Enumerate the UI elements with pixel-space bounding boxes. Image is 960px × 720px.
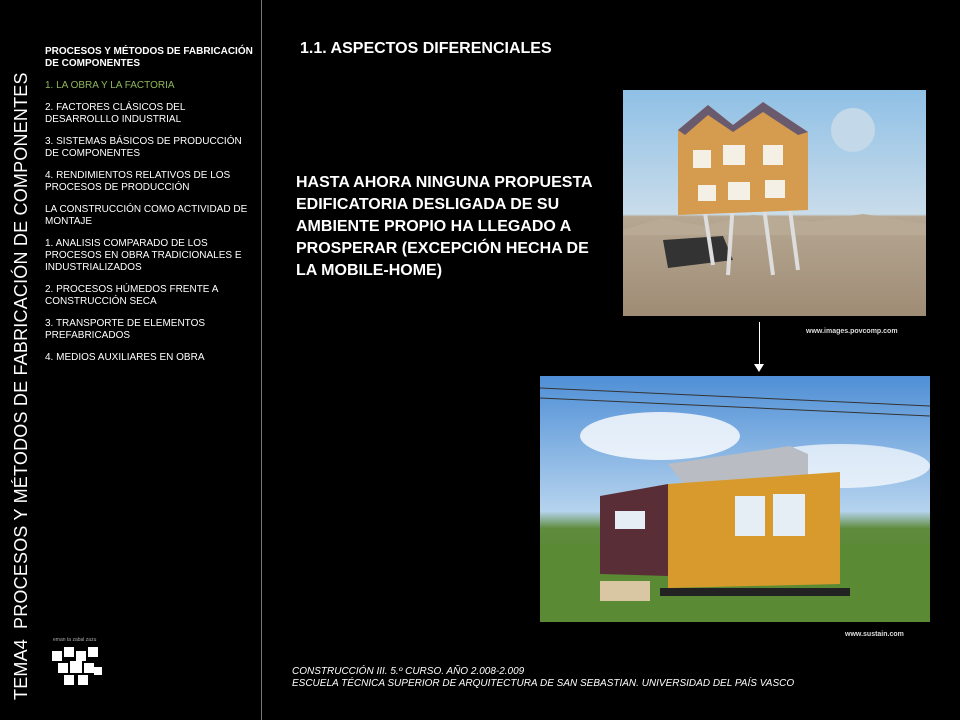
- toc-item-medios[interactable]: 4. MEDIOS AUXILIARES EN OBRA: [45, 352, 205, 363]
- toc-item-transporte[interactable]: 3. TRANSPORTE DE ELEMENTOS PREFABRICADOS: [45, 318, 206, 341]
- arrow-down-icon: [754, 364, 764, 372]
- toc-item-procesos-humedos[interactable]: 2. PROCESOS HÚMEDOS FRENTE A CONSTRUCCIÓN SECA: [45, 284, 218, 307]
- walking-house-illustration: [623, 90, 926, 316]
- toc-item-montaje[interactable]: LA CONSTRUCCIÓN COMO ACTIVIDAD DE MONTAJE: [45, 204, 248, 227]
- toc-header: PROCESOS Y MÉTODOS DE FABRICACIÓN DE COMPONENTES: [45, 46, 253, 69]
- toc-item-sistemas[interactable]: 3. SISTEMAS BÁSICOS DE PRODUCCIÓN DE COMPONENTES: [45, 136, 242, 159]
- toc-item-obra-factoria[interactable]: 1. LA OBRA Y LA FACTORIA: [45, 80, 175, 91]
- walking-house-image: [623, 90, 926, 316]
- sidebar-divider: [261, 0, 262, 720]
- toc-item-factores[interactable]: 2. FACTORES CLÁSICOS DEL DESARROLLLO INDUSTRIAL: [45, 102, 186, 125]
- footer-course-line: CONSTRUCCIÓN III. 5.º CURSO. AÑO 2.008-2.009: [292, 666, 525, 677]
- tema-label: TEMA4: [11, 638, 31, 700]
- toc-item-rendimientos[interactable]: 4. RENDIMIENTOS RELATIVOS DE LOS PROCESOS DE PRODUCCIÓN: [45, 170, 231, 193]
- footer: [292, 666, 794, 690]
- image-credit-1[interactable]: www.images.povcomp.com: [806, 328, 898, 335]
- sidebar-toc: [45, 46, 255, 374]
- mobile-home-illustration: [540, 376, 930, 622]
- university-logo-icon: [48, 637, 108, 692]
- slide-title: 1.1. ASPECTOS DIFERENCIALES: [300, 40, 552, 57]
- toc-item-analisis[interactable]: 1. ANALISIS COMPARADO DE LOS PROCESOS EN OBRA TRADICIONALES E INDUSTRIALIZADOS: [45, 238, 242, 273]
- main-text: HASTA AHORA NINGUNA PROPUESTA EDIFICATORIA DESLIGADA DE SU AMBIENTE PROPIO HA LLEGADO A PROSPERAR (EXCEPCIÓN HECHA DE LA MOBILE-HOME): [296, 174, 592, 279]
- course-title: PROCESOS Y MÉTODOS DE FABRICACIÓN DE COMPONENTES: [11, 72, 31, 629]
- vertical-course-title: [6, 40, 36, 700]
- arrow-line: [759, 322, 760, 366]
- mobile-home-photo: [540, 376, 930, 622]
- footer-school-line: ESCUELA TÉCNICA SUPERIOR DE ARQUITECTURA DE SAN SEBASTIAN. UNIVERSIDAD DEL PAÍS VASCO: [292, 678, 795, 689]
- image-credit-2[interactable]: www.sustain.com: [845, 631, 904, 638]
- logo-motto: eman ta zabal zazu: [53, 637, 97, 643]
